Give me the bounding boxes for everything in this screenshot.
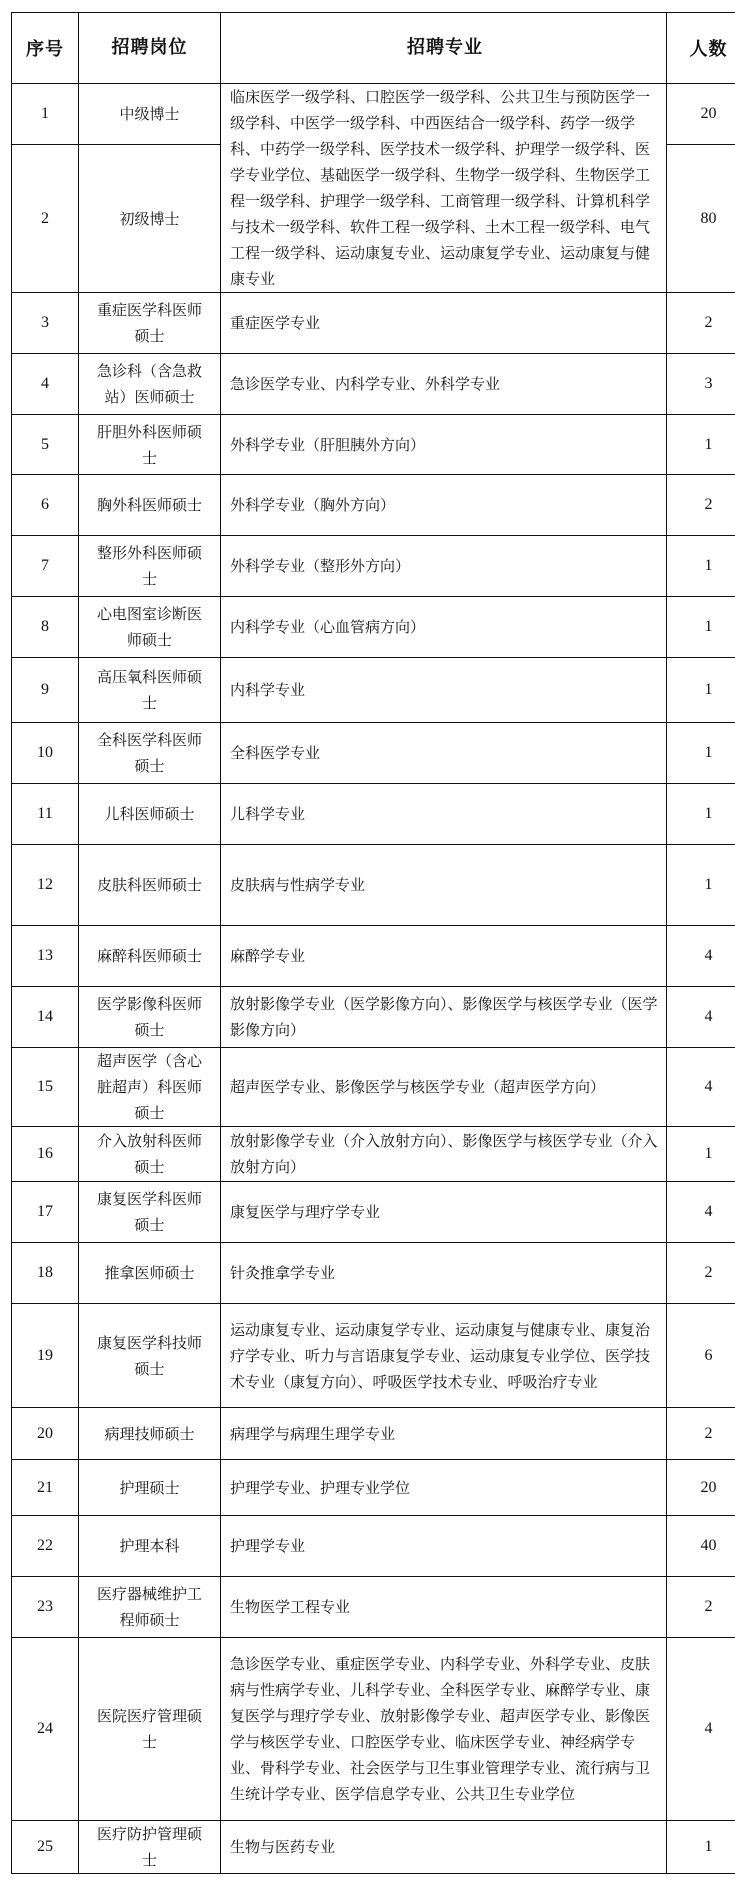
position-text: 医疗器械维护工程师硕士	[96, 1585, 202, 1629]
position-text: 肝胆外科医师硕士	[96, 422, 202, 467]
row-position	[79, 723, 221, 784]
position-text: 初级博士	[119, 209, 180, 228]
row-count: 1	[667, 658, 735, 723]
row-count: 1	[667, 845, 735, 926]
row-count: 4	[667, 1048, 735, 1127]
table-row	[12, 1516, 735, 1577]
row-count: 80	[667, 145, 735, 293]
position-text: 心电图室诊断医师硕士	[96, 605, 202, 649]
row-position	[79, 1048, 221, 1127]
header-position: 招聘岗位	[79, 13, 221, 84]
row-no: 11	[12, 784, 79, 845]
table-row	[12, 415, 735, 475]
row-major: 内科学专业（心血管病方向）	[221, 597, 667, 658]
row-no: 15	[12, 1048, 79, 1127]
row-position	[79, 987, 221, 1048]
position-text: 胸外科医师硕士	[96, 496, 202, 514]
table-row	[12, 1638, 735, 1821]
row-count: 1	[667, 415, 735, 475]
row-position	[79, 1304, 221, 1408]
row-position	[79, 145, 221, 293]
position-text: 麻醉科医师硕士	[96, 947, 202, 965]
position-text: 中级博士	[119, 105, 180, 123]
row-major: 临床医学一级学科、口腔医学一级学科、公共卫生与预防医学一级学科、中医学一级学科、中西医结合一级学科、药学一级学科、中药学一级学科、医学技术一级学科、护理学一级学科、医学专业学位、基础医学一级学科、生物学一级学科、生物医学工程一级学科、护理学一级学科、工商管理一级学科、计算机科学与技术一级学科、软件工程一级学科、土木工程一级学科、电气工程一级学科、运动康复专业、运动康复学专业、运动康复与健康专业	[221, 84, 667, 293]
row-position	[79, 415, 221, 475]
row-major: 生物与医药专业	[221, 1821, 667, 1874]
table-row	[12, 1182, 735, 1243]
header-row	[12, 13, 735, 84]
table-row	[12, 723, 735, 784]
position-text: 医学影像科医师硕士	[96, 995, 202, 1039]
position-text: 介入放射科医师硕士	[96, 1132, 202, 1176]
row-count: 6	[667, 1304, 735, 1408]
row-position	[79, 475, 221, 536]
row-no: 16	[12, 1127, 79, 1182]
row-no: 22	[12, 1516, 79, 1577]
row-count: 4	[667, 1638, 735, 1821]
header-no: 序号	[12, 13, 79, 84]
row-major: 外科学专业（胸外方向）	[221, 475, 667, 536]
row-no: 1	[12, 84, 79, 145]
table-row	[12, 354, 735, 415]
row-no: 10	[12, 723, 79, 784]
row-position	[79, 597, 221, 658]
row-no: 23	[12, 1577, 79, 1638]
row-position	[79, 1638, 221, 1821]
position-text: 康复医学科医师硕士	[96, 1190, 202, 1234]
position-text: 医院医疗管理硕士	[96, 1707, 202, 1751]
position-text: 儿科医师硕士	[104, 805, 195, 823]
position-text: 护理硕士	[119, 1478, 180, 1497]
row-position	[79, 1821, 221, 1874]
row-position	[79, 658, 221, 723]
position-text: 护理本科	[119, 1537, 180, 1555]
row-no: 17	[12, 1182, 79, 1243]
position-text: 皮肤科医师硕士	[96, 876, 202, 894]
row-count: 2	[667, 1408, 735, 1460]
row-position	[79, 1243, 221, 1304]
table-row	[12, 1821, 735, 1874]
position-text: 推拿医师硕士	[104, 1264, 195, 1282]
row-major: 外科学专业（肝胆胰外方向）	[221, 415, 667, 475]
header-count: 人数	[667, 13, 735, 84]
header-major: 招聘专业	[221, 13, 667, 84]
row-count: 4	[667, 926, 735, 987]
row-major: 放射影像学专业（医学影像方向）、影像医学与核医学专业（医学影像方向）	[221, 987, 667, 1048]
row-count: 1	[667, 536, 735, 597]
row-no: 21	[12, 1460, 79, 1516]
row-no: 18	[12, 1243, 79, 1304]
row-count: 3	[667, 354, 735, 415]
row-major: 护理学专业	[221, 1516, 667, 1577]
position-text: 康复医学科技师硕士	[96, 1333, 202, 1378]
row-position	[79, 784, 221, 845]
row-count: 1	[667, 1127, 735, 1182]
table-row	[12, 536, 735, 597]
row-major: 急诊医学专业、重症医学专业、内科学专业、外科学专业、皮肤病与性病学专业、儿科学专业、全科医学专业、麻醉学专业、康复医学与理疗学专业、放射影像学专业、超声医学专业、影像医学与核医学专业、口腔医学专业、临床医学专业、神经病学专业、骨科学专业、社会医学与卫生事业管理学专业、流行病与卫生统计学专业、医学信息学专业、公共卫生专业学位	[221, 1638, 667, 1821]
row-major: 超声医学专业、影像医学与核医学专业（超声医学方向）	[221, 1048, 667, 1127]
row-position	[79, 536, 221, 597]
position-text: 超声医学（含心脏超声）科医师硕士	[96, 1052, 202, 1122]
row-count: 40	[667, 1516, 735, 1577]
table-row	[12, 845, 735, 926]
row-major: 生物医学工程专业	[221, 1577, 667, 1638]
row-count: 2	[667, 293, 735, 354]
row-position	[79, 84, 221, 145]
row-major: 儿科学专业	[221, 784, 667, 845]
row-count: 1	[667, 723, 735, 784]
row-major: 急诊医学专业、内科学专业、外科学专业	[221, 354, 667, 415]
row-major: 护理学专业、护理专业学位	[221, 1460, 667, 1516]
table-row	[12, 597, 735, 658]
row-no: 13	[12, 926, 79, 987]
position-text: 全科医学科医师硕士	[96, 731, 202, 775]
table-row	[12, 784, 735, 845]
row-position	[79, 1516, 221, 1577]
table-row	[12, 987, 735, 1048]
row-major: 运动康复专业、运动康复学专业、运动康复与健康专业、康复治疗学专业、听力与言语康复学专业、运动康复专业学位、医学技术专业（康复方向）、呼吸医学技术专业、呼吸治疗专业	[221, 1304, 667, 1408]
row-no: 20	[12, 1408, 79, 1460]
row-position	[79, 926, 221, 987]
table-row	[12, 658, 735, 723]
table-row	[12, 1460, 735, 1516]
table-row	[12, 1127, 735, 1182]
table-row	[12, 475, 735, 536]
row-major: 内科学专业	[221, 658, 667, 723]
table-row	[12, 293, 735, 354]
position-text: 急诊科（含急救站）医师硕士	[96, 362, 202, 406]
row-count: 4	[667, 987, 735, 1048]
row-position	[79, 1408, 221, 1460]
row-no: 24	[12, 1638, 79, 1821]
row-no: 8	[12, 597, 79, 658]
row-major: 重症医学专业	[221, 293, 667, 354]
row-count: 4	[667, 1182, 735, 1243]
row-count: 1	[667, 597, 735, 658]
table-row	[12, 1243, 735, 1304]
row-no: 7	[12, 536, 79, 597]
position-text: 病理技师硕士	[104, 1424, 195, 1443]
table-row	[12, 926, 735, 987]
position-text: 重症医学科医师硕士	[96, 301, 202, 345]
row-count: 2	[667, 475, 735, 536]
recruitment-table	[11, 12, 735, 1874]
row-major: 放射影像学专业（介入放射方向）、影像医学与核医学专业（介入放射方向）	[221, 1127, 667, 1182]
row-position	[79, 1182, 221, 1243]
row-no: 3	[12, 293, 79, 354]
row-no: 12	[12, 845, 79, 926]
table-row	[12, 1408, 735, 1460]
row-no: 14	[12, 987, 79, 1048]
row-no: 9	[12, 658, 79, 723]
row-position	[79, 1460, 221, 1516]
position-text: 医疗防护管理硕士	[96, 1825, 202, 1869]
row-major: 皮肤病与性病学专业	[221, 845, 667, 926]
row-no: 6	[12, 475, 79, 536]
row-major: 针灸推拿学专业	[221, 1243, 667, 1304]
position-text: 高压氧科医师硕士	[96, 668, 202, 712]
table-row	[12, 1304, 735, 1408]
row-count: 1	[667, 784, 735, 845]
table-row	[12, 84, 735, 145]
table-row	[12, 1048, 735, 1127]
row-count: 1	[667, 1821, 735, 1874]
row-count: 2	[667, 1577, 735, 1638]
row-major: 外科学专业（整形外方向）	[221, 536, 667, 597]
position-text: 整形外科医师硕士	[96, 544, 202, 588]
row-position	[79, 845, 221, 926]
row-no: 25	[12, 1821, 79, 1874]
row-count: 20	[667, 84, 735, 145]
row-count: 20	[667, 1460, 735, 1516]
row-no: 19	[12, 1304, 79, 1408]
row-position	[79, 354, 221, 415]
table-row	[12, 1577, 735, 1638]
row-no: 2	[12, 145, 79, 293]
row-major: 病理学与病理生理学专业	[221, 1408, 667, 1460]
row-no: 5	[12, 415, 79, 475]
row-major: 麻醉学专业	[221, 926, 667, 987]
row-position	[79, 1127, 221, 1182]
row-no: 4	[12, 354, 79, 415]
row-major: 康复医学与理疗学专业	[221, 1182, 667, 1243]
row-position	[79, 1577, 221, 1638]
row-count: 2	[667, 1243, 735, 1304]
row-position	[79, 293, 221, 354]
row-major: 全科医学专业	[221, 723, 667, 784]
